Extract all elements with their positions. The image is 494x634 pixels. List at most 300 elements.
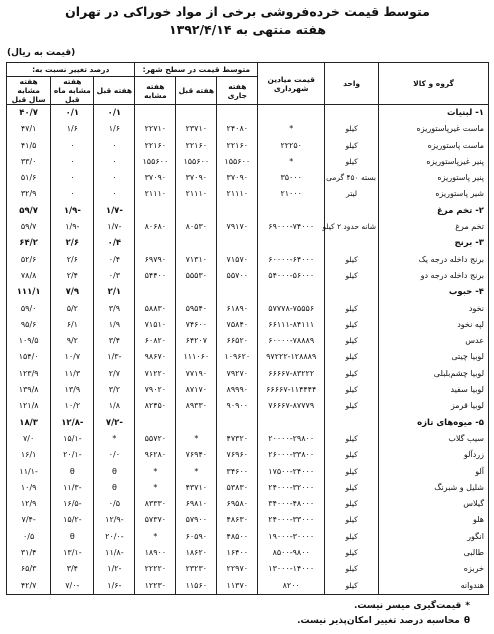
cell-year [135,235,176,251]
cell-year [135,105,176,122]
cell-p1: -۱/۳ [94,349,135,365]
cell-p3: ۱۵۴/۰ [7,349,51,365]
cell-prev: ۷۶۹۴۰ [176,447,217,463]
cell-prev: * [176,431,217,447]
table-row [7,219,489,235]
table-row [7,561,489,577]
cell-year: ۲۱۱۱۰ [135,186,176,202]
table-row [7,578,489,595]
cell-name: انگور [379,529,489,545]
cell-prev: ۷۴۶۰۰ [176,317,217,333]
cell-p1: * [94,431,135,447]
cell-unit: کیلو [325,447,379,463]
cell-p1: ۲/۷ [94,366,135,382]
cell-year: ۵۷۳۷۰ [135,512,176,528]
cell-year [135,284,176,300]
cell-market: ۶۰۰۰۰-۷۸۸۸۹ [258,333,325,349]
cell-prev [176,235,217,251]
cell-market: ۹۷۲۲۲-۱۲۸۸۸۹ [258,349,325,365]
cell-year: ۸۳۳۳۰ [135,496,176,512]
cell-year: * [135,529,176,545]
cell-cur [217,415,258,431]
cell-p3: ۱۲۳/۹ [7,366,51,382]
cell-p1: ۰/۴ [94,252,135,268]
header-market: قیمت میادین شهرداری [258,63,325,105]
header-unit: واحد [325,63,379,105]
cell-market: ۲۱۰۰۰ [258,186,325,202]
cell-unit: کیلو [325,561,379,577]
cell-name: ۵- میوه‌های تازه [379,415,489,431]
cell-cur: ۹۰۹۰۰ [217,398,258,414]
cell-market: ۲۰۰۰۰-۲۹۸۰۰ [258,431,325,447]
cell-p2: ۰ [51,170,94,186]
cell-p3: ۱۱۱/۱ [7,284,51,300]
cell-market: ۶۶۶۶۷-۱۱۴۴۴۴ [258,382,325,398]
cell-year: ۲۲۲۲۰ [135,561,176,577]
cell-name: لوبیا چشم‌بلبلی [379,366,489,382]
cell-name: زردآلو [379,447,489,463]
table-row [7,447,489,463]
cell-p3: ۵۹/۷ [7,219,51,235]
cell-cur [217,284,258,300]
cell-p3: ۹۵/۶ [7,317,51,333]
cell-p2: -۱۶/۵ [51,496,94,512]
cell-name: شیر پاستوریزه [379,186,489,202]
cell-year: ۵۴۴۰۰ [135,268,176,284]
cell-p1: -۱۱/۸ [94,545,135,561]
cell-unit [325,203,379,219]
cell-cur: ۲۲۱۶۰ [217,138,258,154]
cell-name: لپه نخود [379,317,489,333]
cell-cur: ۲۱۱۱۰ [217,186,258,202]
cell-p3: ۳۳/۰ [7,154,51,170]
cell-cur [217,235,258,251]
cell-unit [325,235,379,251]
cell-p3: ۳۱/۴ [7,545,51,561]
cell-p1: ۰/۱ [94,105,135,122]
cell-p2: -۱۵/۲ [51,512,94,528]
table-row [7,464,489,480]
cell-p3: ۱۶/۱ [7,447,51,463]
cell-year: * [135,480,176,496]
header-pct: درصد تغییر نسبت به: [7,63,135,77]
cell-p1: ۰ [94,186,135,202]
cell-p1: ۱/۶ [94,121,135,137]
cell-cur: ۷۱۵۷۰ [217,252,258,268]
cell-cur: ۱۰۹۶۲۰ [217,349,258,365]
table-row [7,252,489,268]
cell-prev: ۴۳۷۱۰ [176,480,217,496]
cell-prev: ۶۹۸۱۰ [176,496,217,512]
cell-market: ۲۴۰۰۰-۳۲۰۰۰ [258,480,325,496]
table-row [7,121,489,137]
cell-market: ۱۷۵۰۰-۲۴۰۰۰ [258,464,325,480]
cell-prev: ۲۳۲۳۰ [176,561,217,577]
cell-prev: ۶۴۲۰۷ [176,333,217,349]
cell-prev: ۳۷۰۹۰ [176,170,217,186]
cell-market [258,203,325,219]
cell-unit: کیلو [325,333,379,349]
footnote-star [0,601,486,611]
cell-market [258,235,325,251]
cell-prev [176,203,217,219]
cell-name: نخود [379,301,489,317]
cell-p3: ۵۲/۶ [7,252,51,268]
cell-prev: ۲۳۷۱۰ [176,121,217,137]
cell-prev: ۷۱۳۱۰ [176,252,217,268]
cell-p1: θ [94,480,135,496]
group-row [7,203,489,219]
table-row [7,301,489,317]
cell-year: ۲۲۷۱۰ [135,121,176,137]
table-row [7,333,489,349]
header-avg-year: هفته مشابه [135,77,176,105]
cell-prev: ۵۷۹۰۰ [176,512,217,528]
cell-prev: ۶۰۵۹۰ [176,529,217,545]
cell-p2: ۲/۶ [51,235,94,251]
table-row [7,496,489,512]
cell-p1: -۱/۷ [94,219,135,235]
cell-name: ۲- تخم مرغ [379,203,489,219]
header-group: گروه و کالا [379,63,489,105]
cell-p2: θ [51,464,94,480]
cell-p1: -۲۰/۰ [94,529,135,545]
cell-cur: ۵۵۷۰۰ [217,268,258,284]
cell-unit: کیلو [325,512,379,528]
cell-name: عدس [379,333,489,349]
cell-unit: کیلو [325,138,379,154]
cell-p2: ۱۰/۷ [51,349,94,365]
cell-year: * [135,464,176,480]
cell-name: برنج داخله درجه یک [379,252,489,268]
cell-p1: ۰ [94,170,135,186]
cell-p1: θ [94,464,135,480]
cell-cur: ۴۸۵۰۰ [217,529,258,545]
group-row [7,105,489,122]
cell-unit: کیلو [325,252,379,268]
table-row [7,545,489,561]
cell-cur: ۵۳۸۳۰ [217,480,258,496]
cell-unit: بسته ۴۵۰ گرمی [325,170,379,186]
cell-p2: ۰ [51,154,94,170]
cell-p2: ۲/۴ [51,268,94,284]
cell-year: ۷۱۲۲۰ [135,366,176,382]
group-row [7,284,489,300]
cell-p3: ۴۲/۷ [7,578,51,595]
header-avg-prev: هفته قبل [176,77,217,105]
cell-p1: ۰/۳ [94,268,135,284]
cell-p1: ۳/۲ [94,382,135,398]
cell-p2: ۰ [51,138,94,154]
cell-p3: ۶۴/۲ [7,235,51,251]
cell-prev: ۱۱۵۶۰ [176,578,217,595]
table-row [7,349,489,365]
cell-market: ۱۳۰۰۰-۱۴۰۰۰ [258,561,325,577]
cell-p2: ۰ [51,186,94,202]
cell-unit: کیلو [325,529,379,545]
cell-year: ۷۹۰۲۰ [135,382,176,398]
cell-p3: -۷/۴ [7,512,51,528]
cell-market: * [258,121,325,137]
cell-unit: کیلو [325,366,379,382]
cell-unit: کیلو [325,301,379,317]
cell-prev: ۲۲۱۶۰ [176,138,217,154]
cell-p2: -۲۰/۱ [51,447,94,463]
table-row [7,366,489,382]
cell-unit: کیلو [325,464,379,480]
cell-market: ۳۴۰۰۰-۴۸۰۰۰ [258,496,325,512]
cell-unit: کیلو [325,121,379,137]
footnote-theta-text: محاسبه درصد تغییر امکان‌پذیر نیست. [297,616,460,626]
cell-unit: لیتر [325,186,379,202]
cell-cur: ۷۵۸۴۰ [217,317,258,333]
cell-year: ۱۸۹۰۰ [135,545,176,561]
cell-unit: شانه حدود ۲ کیلو [325,219,379,235]
cell-name: هلو [379,512,489,528]
cell-year: ۹۸۶۷۰ [135,349,176,365]
cell-p2: -۱۳/۱ [51,545,94,561]
footnote-theta [0,616,486,626]
cell-market: ۶۰۰۰۰-۶۴۰۰۰ [258,252,325,268]
cell-prev: ۱۱۱۰۶۰ [176,349,217,365]
cell-market: ۲۴۰۰۰-۳۳۰۰۰ [258,512,325,528]
cell-p2: ۰/۱ [51,105,94,122]
cell-prev: ۱۵۵۶۰۰ [176,154,217,170]
cell-cur: ۴۷۳۲۰ [217,431,258,447]
table-row [7,186,489,202]
cell-name: آلو [379,464,489,480]
cell-p2: -۱۲/۸ [51,415,94,431]
footnote-star-symbol: * [465,601,470,611]
cell-p2: -۱۵/۱ [51,431,94,447]
cell-p3: ۵۹/۷ [7,203,51,219]
cell-name: ماست غیرپاستوریزه [379,121,489,137]
cell-market [258,105,325,122]
cell-p2: -۱۱/۳ [51,480,94,496]
cell-p2: ۱۳/۹ [51,382,94,398]
cell-year: ۱۲۲۳۰ [135,578,176,595]
cell-p3: ۴۷/۱ [7,121,51,137]
page-title: متوسط قیمت خرده‌فروشی برخی از مواد خوراکی در تهران [65,4,430,19]
cell-year: ۱۵۵۶۰۰ [135,154,176,170]
cell-unit: کیلو [325,496,379,512]
cell-p2: ۱۰/۲ [51,398,94,414]
cell-prev: ۵۵۵۳۰ [176,268,217,284]
cell-name: هندوانه [379,578,489,595]
cell-p1: -۱/۲ [94,561,135,577]
cell-p1: ۳/۹ [94,301,135,317]
cell-p1: -۱۲/۹ [94,512,135,528]
cell-year [135,203,176,219]
cell-p2: ۷/۹ [51,284,94,300]
cell-name: شلیل و شبرنگ [379,480,489,496]
cell-prev: ۸۷۱۷۰ [176,382,217,398]
cell-name: لوبیا قرمز [379,398,489,414]
cell-market: ۸۵۰۰-۹۸۰۰ [258,545,325,561]
cell-p3: ۷۸/۸ [7,268,51,284]
cell-cur: ۷۹۲۷۰ [217,366,258,382]
header-avg-cur: هفته جاری [217,77,258,105]
cell-year: ۳۷۰۹۰ [135,170,176,186]
cell-cur: ۶۶۵۲۰ [217,333,258,349]
cell-p3: ۴۰/۷ [7,105,51,122]
cell-p1: ۱/۸ [94,398,135,414]
cell-p3: ۴۱/۵ [7,138,51,154]
cell-market: ۷۶۶۶۷-۸۷۷۷۹ [258,398,325,414]
footnote-star-text: قیمت‌گیری میسر نیست. [353,601,462,611]
cell-cur: ۴۸۶۳۰ [217,512,258,528]
cell-unit: کیلو [325,545,379,561]
cell-p2: -۷/۰ [51,578,94,595]
table-row [7,382,489,398]
cell-p1: ۳/۴ [94,333,135,349]
cell-unit: کیلو [325,578,379,595]
cell-prev [176,284,217,300]
cell-prev: ۱۸۶۲۰ [176,545,217,561]
cell-name: ۱- لبنیات [379,105,489,122]
table-row [7,512,489,528]
cell-year: ۹۶۲۸۰ [135,447,176,463]
cell-name: گیلاس [379,496,489,512]
cell-p1: ۰/۴ [94,235,135,251]
cell-market: ۵۴۰۰۰-۵۶۰۰۰ [258,268,325,284]
cell-market: * [258,154,325,170]
cell-unit: کیلو [325,349,379,365]
cell-cur: ۶۹۵۸۰ [217,496,258,512]
header-avg: متوسط قیمت در سطح شهر: [135,63,258,77]
cell-p1: ۰ [94,138,135,154]
header-pct-prev: هفته قبل [94,77,135,105]
table-row [7,138,489,154]
cell-p3: ۷/۰ [7,431,51,447]
cell-market: ۶۶۶۶۷-۸۳۲۲۲ [258,366,325,382]
cell-unit: کیلو [325,431,379,447]
cell-name: سیب گلاب [379,431,489,447]
cell-cur: ۷۶۹۶۰ [217,447,258,463]
cell-p1: -۱/۶ [94,578,135,595]
table-row [7,431,489,447]
cell-prev: ۸۰۵۳۰ [176,219,217,235]
cell-year: ۶۰۸۲۰ [135,333,176,349]
cell-name: ۳- برنج [379,235,489,251]
cell-cur: ۲۲۹۷۰ [217,561,258,577]
cell-p2: θ [51,529,94,545]
cell-unit: کیلو [325,154,379,170]
table-row [7,154,489,170]
group-row [7,235,489,251]
cell-unit [325,105,379,122]
cell-name: پنیر پاستوریزه [379,170,489,186]
cell-p3: ۵۹/۰ [7,301,51,317]
cell-market [258,284,325,300]
cell-year: ۶۹۷۹۰ [135,252,176,268]
cell-p1: -۷/۲ [94,415,135,431]
cell-unit: کیلو [325,382,379,398]
cell-year [135,415,176,431]
cell-p2: ۱۱/۳ [51,366,94,382]
cell-p1: ۱/۹ [94,317,135,333]
cell-market [258,415,325,431]
cell-p3: ۵۱/۶ [7,170,51,186]
cell-unit: کیلو [325,398,379,414]
cell-market: ۶۹۰۰۰-۷۴۰۰۰ [258,219,325,235]
footnote-theta-symbol: θ [463,616,470,626]
cell-p3: ۱۰۹/۵ [7,333,51,349]
cell-p1: ۰/۵ [94,496,135,512]
cell-prev: ۸۹۳۳۰ [176,398,217,414]
table-row [7,480,489,496]
cell-p2: ۶/۱ [51,317,94,333]
cell-market: ۱۹۰۰۰-۳۰۰۰۰ [258,529,325,545]
cell-prev: ۷۷۱۹۰ [176,366,217,382]
cell-p3: ۱۸/۳ [7,415,51,431]
cell-p2: ۵/۲ [51,301,94,317]
cell-p3: ۳۲/۹ [7,186,51,202]
cell-p2: -۱/۹ [51,203,94,219]
cell-name: تخم مرغ [379,219,489,235]
table-body [7,105,489,595]
cell-p2: ۲/۶ [51,252,94,268]
cell-year: ۵۵۷۲۰ [135,431,176,447]
cell-prev [176,105,217,122]
cell-p2: -۱/۹ [51,219,94,235]
cell-p3: ۱۳۹/۸ [7,382,51,398]
cell-p1: ۰/۰ [94,447,135,463]
cell-cur: ۱۶۴۰۰ [217,545,258,561]
unit-note: (قیمت به ریال) [7,48,76,58]
cell-prev: * [176,464,217,480]
cell-cur: ۸۹۹۹۰ [217,382,258,398]
cell-p1: ۲/۱ [94,284,135,300]
cell-p1: ۰ [94,154,135,170]
table-row [7,529,489,545]
cell-cur: ۱۵۵۶۰۰ [217,154,258,170]
header-pct-month: هفته مشابه ماه قبل [51,77,94,105]
cell-market: ۸۲۰۰ [258,578,325,595]
cell-market: ۲۶۰۰۰-۳۳۸۰۰ [258,447,325,463]
cell-cur: ۱۱۳۷۰ [217,578,258,595]
cell-cur: ۶۱۸۹۰ [217,301,258,317]
cell-name: خربزه [379,561,489,577]
cell-cur: ۷۹۱۷۰ [217,219,258,235]
cell-p3: -۱۱/۱ [7,464,51,480]
cell-unit: کیلو [325,268,379,284]
cell-p2: ۳/۴ [51,561,94,577]
table-row [7,398,489,414]
cell-name: طالبی [379,545,489,561]
cell-market: ۲۲۲۵۰ [258,138,325,154]
cell-p3: ۶۵/۳ [7,561,51,577]
cell-p3: ۱۰/۹ [7,480,51,496]
cell-name: برنج داخله درجه دو [379,268,489,284]
cell-p3: ۰/۵ [7,529,51,545]
table-row [7,317,489,333]
cell-cur: ۳۷۰۹۰ [217,170,258,186]
cell-prev: ۲۱۱۱۰ [176,186,217,202]
cell-p2: ۱/۶ [51,121,94,137]
cell-unit: کیلو [325,317,379,333]
cell-market: ۳۵۰۰۰ [258,170,325,186]
cell-unit [325,415,379,431]
cell-cur: ۳۴۶۰۰ [217,464,258,480]
group-row [7,415,489,431]
cell-p1: -۱/۷ [94,203,135,219]
cell-cur: ۲۴۰۸۰ [217,121,258,137]
cell-prev [176,415,217,431]
cell-p3: ۱۲/۹ [7,496,51,512]
cell-year: ۲۲۱۶۰ [135,138,176,154]
cell-cur [217,105,258,122]
